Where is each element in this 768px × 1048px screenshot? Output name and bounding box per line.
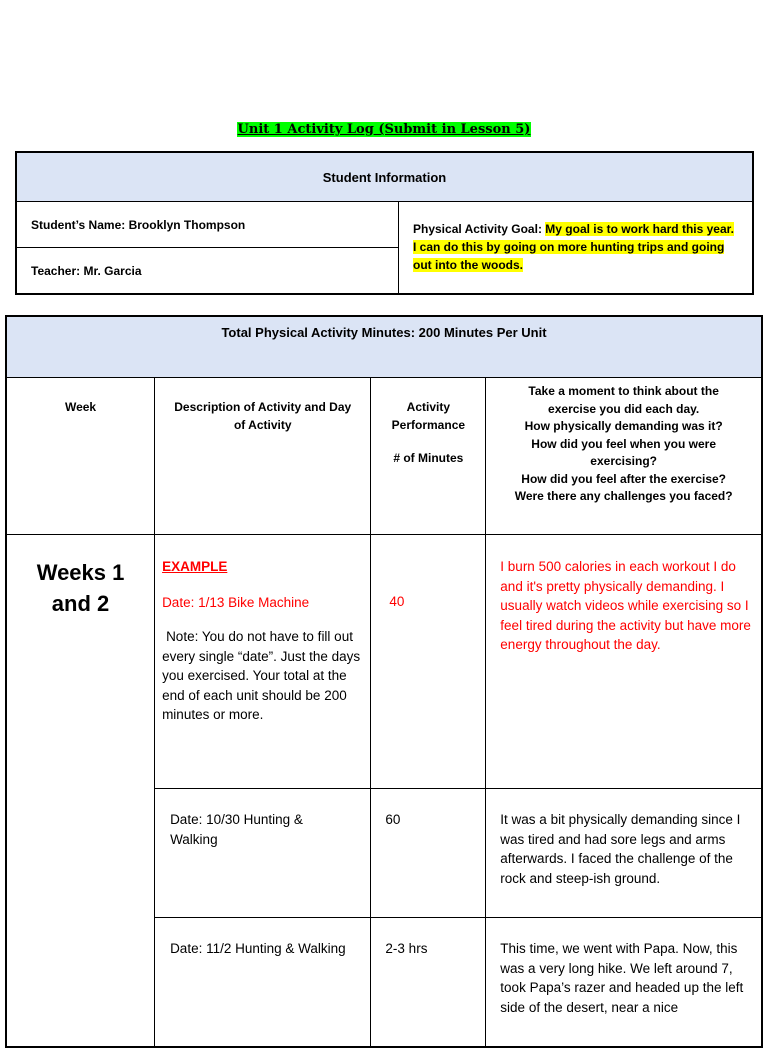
column-header-week: Week	[6, 378, 155, 535]
column-header-performance-text: Activity Performance	[391, 400, 466, 432]
entry-1-minutes: 60	[371, 789, 486, 918]
example-description	[155, 535, 371, 789]
example-date: Date: 1/13 Bike Machine	[162, 594, 310, 610]
entry-2-minutes: 2-3 hrs	[371, 918, 486, 1048]
column-header-performance	[371, 378, 486, 535]
week-label-line-2: and 2	[51, 591, 110, 616]
column-header-description-text: Description of Activity and Day of Activity	[174, 400, 352, 432]
document-title	[0, 122, 768, 137]
document-title-text: Unit 1 Activity Log (Submit in Lesson 5)	[237, 122, 531, 137]
reflection-prompt-2: How physically demanding was it?	[524, 419, 723, 433]
week-label	[6, 535, 155, 1048]
reflection-prompt-5: Were there any challenges you faced?	[514, 489, 733, 503]
student-name: Student’s Name: Brooklyn Thompson	[16, 202, 399, 248]
entry-2-description: Date: 11/2 Hunting & Walking	[155, 918, 371, 1048]
student-info-table	[15, 151, 754, 295]
example-label: EXAMPLE	[162, 559, 228, 574]
goal-label: Physical Activity Goal:	[413, 222, 542, 236]
week-label-line-1: Weeks 1	[36, 560, 125, 585]
teacher-name: Teacher: Mr. Garcia	[16, 248, 399, 295]
example-minutes: 40	[371, 535, 486, 789]
column-header-description	[155, 378, 371, 535]
reflection-prompt-1: Take a moment to think about the exercise you did each day.	[528, 384, 719, 416]
reflection-prompt-3: How did you feel when you were exercising?	[531, 436, 716, 468]
example-reflection: I burn 500 calories in each workout I do and it's pretty physically demanding. I usually watch videos while exercising so I feel tired during the activity but have more energy throughout the day.	[486, 535, 762, 789]
reflection-prompt-4: How did you feel after the exercise?	[521, 471, 727, 486]
activity-log-header: Total Physical Activity Minutes: 200 Minutes Per Unit	[6, 316, 762, 378]
activity-goal	[399, 202, 754, 295]
student-info-header: Student Information	[16, 152, 753, 202]
entry-1-description: Date: 10/30 Hunting & Walking	[155, 789, 371, 918]
goal-text: My goal is to work hard this year. I can do this by going on more hunting trips and going out into the woods.	[413, 222, 734, 272]
example-note: Note: You do not have to fill out every single “date”. Just the days you exercised. Your total at the end of each unit should be 200 minutes or more.	[162, 629, 361, 722]
activity-log-table	[5, 315, 763, 1048]
entry-1-reflection: It was a bit physically demanding since I was tired and had sore legs and arms afterwards. I faced the challenge of the rock and steep-ish ground.	[486, 789, 762, 918]
column-header-reflection	[486, 378, 762, 535]
entry-2-reflection: This time, we went with Papa. Now, this was a very long hike. We left around 7, took Papa’s razer and headed up the left side of the desert, near a nice	[486, 918, 762, 1048]
column-header-minutes-text: # of Minutes	[393, 451, 464, 465]
